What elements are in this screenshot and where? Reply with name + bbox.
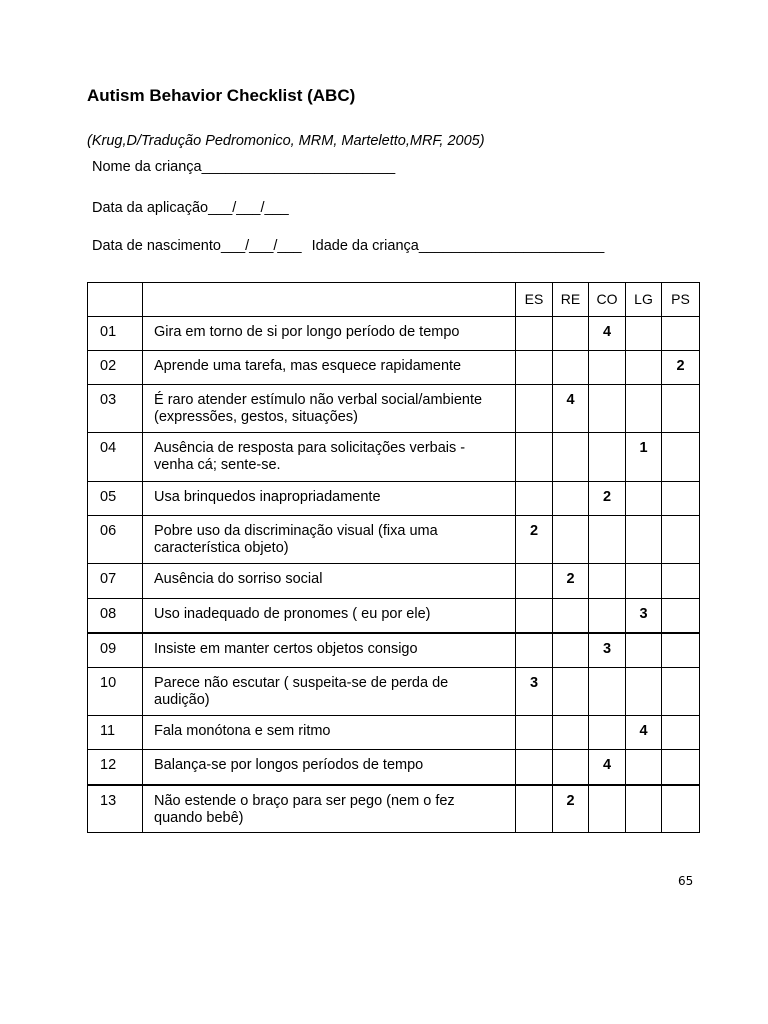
row-number: 13 xyxy=(88,785,143,833)
score-cell-co xyxy=(589,564,626,599)
score-cell-es xyxy=(516,317,553,351)
row-number: 05 xyxy=(88,482,143,516)
score-cell-re: 4 xyxy=(553,385,589,433)
row-number: 03 xyxy=(88,385,143,433)
birth-and-age-line xyxy=(92,238,604,254)
page-number: 65 xyxy=(678,874,694,888)
row-description: Ausência do sorriso social xyxy=(143,564,516,599)
score-cell-lg xyxy=(626,351,662,385)
row-description: Ausência de resposta para solicitações verbais - venha cá; sente-se. xyxy=(143,433,516,482)
row-description: Pobre uso da discriminação visual (fixa uma característica objeto) xyxy=(143,516,516,564)
score-cell-re xyxy=(553,668,589,716)
score-cell-ps xyxy=(662,482,700,516)
child-name-field: Nome da criança________________________ xyxy=(92,159,396,175)
checklist-table xyxy=(87,282,700,833)
header-cell-re: RE xyxy=(553,283,589,317)
score-cell-lg: 1 xyxy=(626,433,662,482)
score-cell-re xyxy=(553,433,589,482)
header-cell-lg: LG xyxy=(626,283,662,317)
score-cell-re xyxy=(553,351,589,385)
row-description: Insiste em manter certos objetos consigo xyxy=(143,633,516,668)
birth-date-field: Data de nascimento___/___/___ xyxy=(92,238,302,254)
table-row xyxy=(88,668,700,716)
row-number: 04 xyxy=(88,433,143,482)
score-cell-co xyxy=(589,668,626,716)
score-cell-ps xyxy=(662,785,700,833)
row-number: 06 xyxy=(88,516,143,564)
header-cell-ps: PS xyxy=(662,283,700,317)
score-cell-ps xyxy=(662,599,700,633)
score-cell-re xyxy=(553,716,589,750)
score-cell-co xyxy=(589,516,626,564)
score-cell-co: 2 xyxy=(589,482,626,516)
citation: (Krug,D/Tradução Pedromonico, MRM, Marteletto,MRF, 2005) xyxy=(87,133,485,149)
header-cell-co: CO xyxy=(589,283,626,317)
score-cell-re xyxy=(553,599,589,633)
score-cell-lg xyxy=(626,317,662,351)
row-number: 12 xyxy=(88,750,143,785)
table-row xyxy=(88,317,700,351)
score-cell-lg xyxy=(626,750,662,785)
table-row xyxy=(88,516,700,564)
score-cell-ps xyxy=(662,716,700,750)
table-row xyxy=(88,750,700,785)
header-cell-num xyxy=(88,283,143,317)
score-cell-co xyxy=(589,351,626,385)
score-cell-lg xyxy=(626,633,662,668)
row-number: 01 xyxy=(88,317,143,351)
score-cell-re xyxy=(553,750,589,785)
score-cell-lg xyxy=(626,668,662,716)
row-description: Balança-se por longos períodos de tempo xyxy=(143,750,516,785)
score-cell-co xyxy=(589,433,626,482)
score-cell-re: 2 xyxy=(553,785,589,833)
score-cell-co xyxy=(589,785,626,833)
score-cell-es xyxy=(516,385,553,433)
score-cell-ps xyxy=(662,433,700,482)
row-description: Usa brinquedos inapropriadamente xyxy=(143,482,516,516)
row-description: Fala monótona e sem ritmo xyxy=(143,716,516,750)
table-row xyxy=(88,433,700,482)
score-cell-es xyxy=(516,482,553,516)
score-cell-es xyxy=(516,599,553,633)
row-description: Parece não escutar ( suspeita-se de perda de audição) xyxy=(143,668,516,716)
table-row xyxy=(88,564,700,599)
score-cell-es xyxy=(516,633,553,668)
row-number: 10 xyxy=(88,668,143,716)
row-number: 07 xyxy=(88,564,143,599)
score-cell-es xyxy=(516,351,553,385)
table-row xyxy=(88,385,700,433)
score-cell-ps xyxy=(662,750,700,785)
application-date-field: Data da aplicação___/___/___ xyxy=(92,200,289,216)
row-number: 09 xyxy=(88,633,143,668)
row-description: É raro atender estímulo não verbal social/ambiente (expressões, gestos, situações) xyxy=(143,385,516,433)
score-cell-es: 2 xyxy=(516,516,553,564)
row-number: 11 xyxy=(88,716,143,750)
row-description: Aprende uma tarefa, mas esquece rapidamente xyxy=(143,351,516,385)
table-row xyxy=(88,599,700,633)
row-description: Gira em torno de si por longo período de tempo xyxy=(143,317,516,351)
score-cell-ps xyxy=(662,668,700,716)
score-cell-lg xyxy=(626,516,662,564)
score-cell-ps xyxy=(662,385,700,433)
score-cell-re xyxy=(553,482,589,516)
score-cell-lg xyxy=(626,385,662,433)
table-header-row xyxy=(88,283,700,317)
table-row xyxy=(88,633,700,668)
score-cell-co xyxy=(589,716,626,750)
score-cell-lg xyxy=(626,564,662,599)
score-cell-es xyxy=(516,433,553,482)
score-cell-ps xyxy=(662,516,700,564)
table-row xyxy=(88,785,700,833)
score-cell-es xyxy=(516,716,553,750)
score-cell-re xyxy=(553,317,589,351)
score-cell-lg xyxy=(626,482,662,516)
score-cell-co: 3 xyxy=(589,633,626,668)
score-cell-es xyxy=(516,564,553,599)
score-cell-lg: 3 xyxy=(626,599,662,633)
score-cell-es xyxy=(516,785,553,833)
score-cell-re: 2 xyxy=(553,564,589,599)
score-cell-co xyxy=(589,385,626,433)
table-row xyxy=(88,716,700,750)
checklist-table-body xyxy=(88,283,700,833)
header-cell-desc xyxy=(143,283,516,317)
score-cell-lg: 4 xyxy=(626,716,662,750)
score-cell-lg xyxy=(626,785,662,833)
table-row xyxy=(88,482,700,516)
score-cell-ps: 2 xyxy=(662,351,700,385)
score-cell-re xyxy=(553,633,589,668)
row-description: Não estende o braço para ser pego (nem o fez quando bebê) xyxy=(143,785,516,833)
score-cell-ps xyxy=(662,317,700,351)
header-cell-es: ES xyxy=(516,283,553,317)
score-cell-es xyxy=(516,750,553,785)
table-row xyxy=(88,351,700,385)
score-cell-re xyxy=(553,516,589,564)
row-description: Uso inadequado de pronomes ( eu por ele) xyxy=(143,599,516,633)
score-cell-ps xyxy=(662,564,700,599)
row-number: 02 xyxy=(88,351,143,385)
score-cell-co: 4 xyxy=(589,750,626,785)
score-cell-co: 4 xyxy=(589,317,626,351)
score-cell-co xyxy=(589,599,626,633)
child-age-field: Idade da criança_______________________ xyxy=(311,238,605,254)
page-title: Autism Behavior Checklist (ABC) xyxy=(87,86,356,105)
score-cell-ps xyxy=(662,633,700,668)
row-number: 08 xyxy=(88,599,143,633)
score-cell-es: 3 xyxy=(516,668,553,716)
